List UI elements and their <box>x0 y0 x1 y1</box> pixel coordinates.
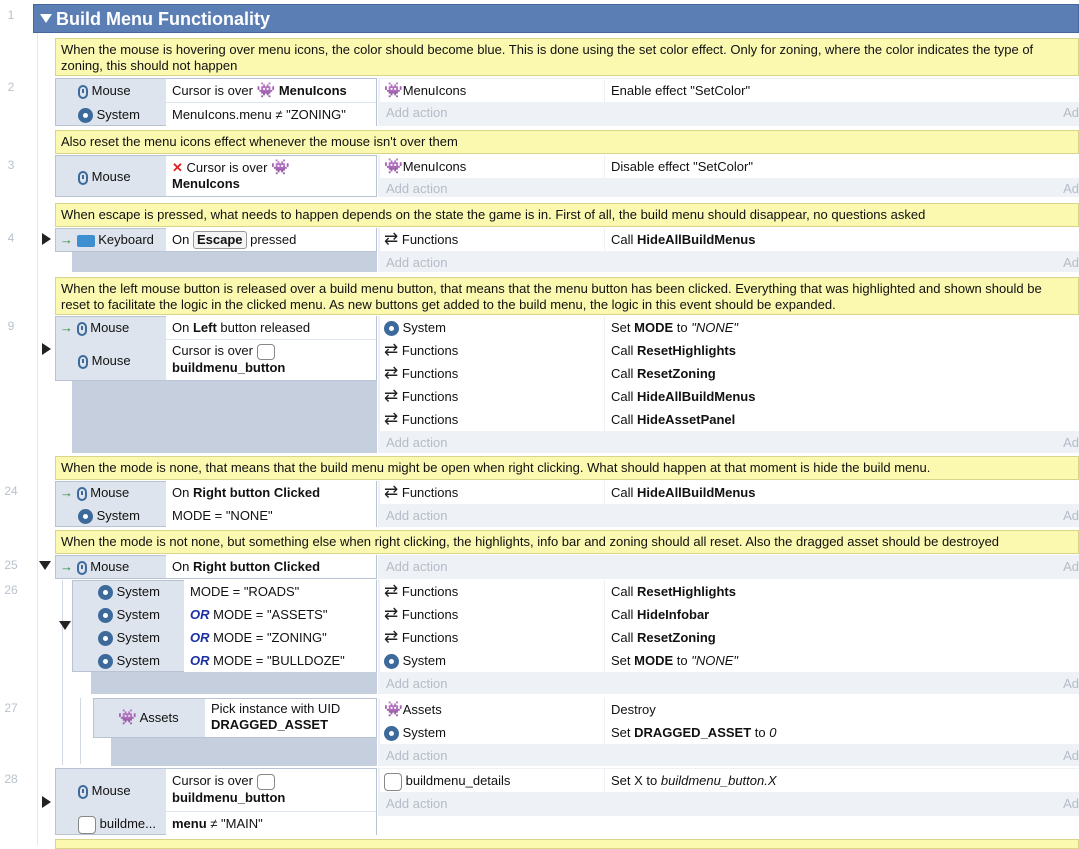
line-number: 27 <box>4 701 18 715</box>
function-name: HideAllBuildMenus <box>637 232 756 247</box>
condition-text: Cursor is over <box>186 160 272 175</box>
condition-text: Cursor is over <box>172 343 257 358</box>
trigger-row[interactable] <box>60 228 154 251</box>
function-name: ResetHighlights <box>637 343 736 358</box>
action-object[interactable] <box>380 362 604 385</box>
object-name: MenuIcons <box>402 83 467 98</box>
add-action-link[interactable]: Add action <box>386 748 448 763</box>
action-text: to <box>751 725 770 740</box>
action-row[interactable]: Disable effect "SetColor" <box>605 155 1079 178</box>
space-invader-icon: 👾 <box>384 82 403 99</box>
condition-object[interactable] <box>98 580 160 603</box>
mouse-icon <box>77 322 87 336</box>
variable-name: MODE <box>634 320 674 335</box>
function-name: HideAllBuildMenus <box>637 389 756 404</box>
action-object[interactable] <box>380 769 604 792</box>
action-text: Set <box>611 320 635 335</box>
action-text: to <box>673 653 692 668</box>
object-name: Functions <box>401 412 459 427</box>
space-invader-icon: 👾 <box>384 158 403 175</box>
condition-object-name: MenuIcons <box>278 83 347 98</box>
action-text: Call <box>611 389 638 404</box>
trigger-arrow-icon: → <box>60 485 73 500</box>
function-name: HideInfobar <box>637 607 710 622</box>
action-object[interactable] <box>380 698 604 721</box>
condition-value: DRAGGED_ASSET <box>211 717 329 732</box>
object-name: Functions <box>401 389 459 404</box>
action-object[interactable] <box>380 79 604 102</box>
group-title: Build Menu Functionality <box>56 9 270 29</box>
condition-row[interactable]: MODE = "NONE" <box>166 504 376 527</box>
functions-icon: ⇄ <box>384 409 399 428</box>
condition-object[interactable] <box>78 779 131 802</box>
action-object[interactable] <box>380 339 604 362</box>
condition-text: Pick instance with UID <box>211 701 341 716</box>
action-row[interactable] <box>605 385 1079 408</box>
functions-icon: ⇄ <box>384 386 399 405</box>
condition-keyword: Right <box>192 485 227 500</box>
action-row[interactable]: Enable effect "SetColor" <box>605 79 1079 102</box>
group-guide-line <box>37 33 38 845</box>
comment-partial <box>55 839 1079 849</box>
action-block <box>378 555 1079 579</box>
add-action-link[interactable]: Add action <box>386 559 448 574</box>
line-number: 28 <box>4 772 18 786</box>
functions-icon: ⇄ <box>384 627 399 646</box>
condition-row[interactable] <box>166 769 376 811</box>
object-name: System <box>402 653 446 668</box>
gear-icon <box>78 509 93 524</box>
condition-text: On <box>172 320 193 335</box>
value-text: 0 <box>769 725 777 740</box>
action-object[interactable] <box>380 481 604 504</box>
event-empty-area <box>72 381 377 453</box>
action-row[interactable] <box>605 649 1079 672</box>
expand-triangle-icon[interactable] <box>42 233 51 245</box>
expand-triangle-icon[interactable] <box>42 343 51 355</box>
functions-icon: ⇄ <box>384 482 399 501</box>
condition-row[interactable] <box>205 699 376 737</box>
functions-icon: ⇄ <box>384 604 399 623</box>
action-row[interactable] <box>605 362 1079 385</box>
value-text: "NONE" <box>691 320 738 335</box>
condition-object[interactable] <box>98 649 160 672</box>
invert-x-icon: ✕ <box>172 160 183 175</box>
add-action-link[interactable]: Add action <box>386 676 448 691</box>
functions-icon: ⇄ <box>384 340 399 359</box>
event-empty-area <box>111 738 377 766</box>
condition-text: On <box>172 559 193 574</box>
action-text: Set <box>611 725 635 740</box>
add-action-right[interactable]: Ad <box>1063 255 1079 270</box>
variable-name: MODE <box>634 653 674 668</box>
mouse-icon <box>78 355 88 369</box>
object-name: Functions <box>401 607 459 622</box>
condition-text: On <box>172 232 193 247</box>
subevent-guide-line <box>80 698 81 764</box>
comment: When the mouse is hovering over menu icons, the color should become blue. This is done using the set color effect. Only for zoning, where the color indicates the type of zoning, this should not happen <box>55 38 1079 76</box>
space-invader-icon: 👾 <box>384 701 403 718</box>
object-name: Functions <box>401 485 459 500</box>
action-row[interactable] <box>605 603 1079 626</box>
object-name: System <box>402 725 446 740</box>
action-text: to <box>673 320 692 335</box>
action-text: Call <box>611 485 638 500</box>
gear-icon <box>98 585 113 600</box>
function-name: ResetHighlights <box>637 584 736 599</box>
condition-text: MODE = "ZONING" <box>213 630 327 645</box>
condition-object-name: buildmenu_button <box>172 789 286 805</box>
line-number: 24 <box>4 484 18 498</box>
object-name: Functions <box>401 232 459 247</box>
condition-object[interactable] <box>78 812 156 835</box>
object-name: Functions <box>401 343 459 358</box>
or-keyword: OR <box>190 653 210 668</box>
condition-row[interactable] <box>184 603 376 626</box>
expand-triangle-icon[interactable] <box>42 796 51 808</box>
action-row[interactable] <box>605 580 1079 603</box>
trigger-row[interactable] <box>60 316 129 339</box>
action-row[interactable] <box>605 769 1079 792</box>
add-action-link[interactable]: Add action <box>386 181 448 196</box>
event-group-header[interactable] <box>33 4 1079 33</box>
subevent-guide-line <box>62 580 63 765</box>
event-empty-area <box>91 672 377 694</box>
condition-object[interactable] <box>78 103 140 126</box>
condition-row[interactable] <box>166 481 376 504</box>
action-text: Call <box>611 584 638 599</box>
object-name: System <box>116 584 160 599</box>
condition-object[interactable] <box>78 349 131 372</box>
action-object[interactable] <box>380 385 604 408</box>
keyboard-icon <box>77 235 95 247</box>
condition-row[interactable]: MODE = "ROADS" <box>184 580 376 603</box>
condition-row[interactable] <box>166 555 376 578</box>
condition-object[interactable] <box>118 706 179 729</box>
or-keyword: OR <box>190 607 210 622</box>
action-text: Call <box>611 343 638 358</box>
sprite-thumbnail-icon <box>78 816 96 834</box>
object-name: System <box>116 607 160 622</box>
add-action-right[interactable]: Ad <box>1063 796 1079 811</box>
condition-keyword: Left <box>192 320 217 335</box>
comment: Also reset the menu icons effect whenever the mouse isn't over them <box>55 130 1079 154</box>
gear-icon <box>384 654 399 669</box>
variable-name: DRAGGED_ASSET <box>634 725 752 740</box>
gear-icon <box>98 631 113 646</box>
action-row[interactable] <box>605 228 1079 251</box>
action-object[interactable] <box>380 721 604 744</box>
add-action-link[interactable]: Add action <box>386 255 448 270</box>
action-text: Call <box>611 366 638 381</box>
action-row[interactable] <box>605 626 1079 649</box>
collapse-triangle-icon[interactable] <box>39 561 51 570</box>
add-action-link[interactable]: Add action <box>386 105 448 120</box>
gear-icon <box>384 726 399 741</box>
object-name: System <box>402 320 446 335</box>
action-text: Call <box>611 607 638 622</box>
mouse-icon <box>78 85 88 99</box>
function-name: ResetZoning <box>637 366 716 381</box>
condition-object[interactable] <box>98 626 160 649</box>
functions-icon: ⇄ <box>384 581 399 600</box>
gear-icon <box>98 608 113 623</box>
condition-text: MODE = "BULLDOZE" <box>213 653 345 668</box>
object-name: System <box>116 653 160 668</box>
comment: When the mode is none, that means that the build menu might be open when right clicking. What should happen at that moment is hide the build menu. <box>55 456 1079 480</box>
object-name: Assets <box>139 710 179 725</box>
object-name: Functions <box>401 584 459 599</box>
functions-icon: ⇄ <box>384 229 399 248</box>
condition-row[interactable] <box>166 79 376 102</box>
object-name: Functions <box>401 630 459 645</box>
condition-row[interactable]: MenuIcons.menu ≠ "ZONING" <box>166 103 376 126</box>
add-action-right[interactable]: Ad <box>1063 559 1079 574</box>
action-object[interactable] <box>380 408 604 431</box>
mouse-icon <box>78 171 88 185</box>
mouse-icon <box>78 785 88 799</box>
action-object[interactable] <box>380 316 604 339</box>
functions-icon: ⇄ <box>384 363 399 382</box>
sprite-thumbnail-icon <box>384 773 402 791</box>
sprite-thumbnail-icon <box>257 774 275 790</box>
action-text: Set <box>611 653 635 668</box>
action-row[interactable] <box>605 316 1079 339</box>
action-row[interactable] <box>605 408 1079 431</box>
condition-text: Cursor is over <box>172 83 257 98</box>
action-object[interactable] <box>380 580 604 603</box>
condition-row[interactable] <box>184 626 376 649</box>
object-name: System <box>116 630 160 645</box>
collapse-triangle-icon[interactable] <box>59 621 71 630</box>
object-name: Functions <box>401 366 459 381</box>
function-name: HideAssetPanel <box>637 412 736 427</box>
add-action-link[interactable]: Add action <box>386 435 448 450</box>
gear-icon <box>384 321 399 336</box>
or-keyword: OR <box>190 630 210 645</box>
variable-name: menu <box>172 816 207 831</box>
add-action-right[interactable]: Ad <box>1063 105 1079 120</box>
object-name: buildme... <box>99 816 156 831</box>
trigger-row[interactable] <box>60 555 129 578</box>
condition-text: MODE = "ASSETS" <box>213 607 328 622</box>
line-number: 1 <box>7 8 15 22</box>
condition-keyword: Right <box>192 559 227 574</box>
line-number: 4 <box>7 231 15 245</box>
action-object[interactable] <box>380 228 604 251</box>
action-object[interactable] <box>380 603 604 626</box>
line-number: 25 <box>4 558 18 572</box>
object-name: MenuIcons <box>402 159 467 174</box>
line-number: 2 <box>7 80 15 94</box>
condition-text: pressed <box>246 232 297 247</box>
object-name: buildmenu_details <box>405 773 511 788</box>
space-invader-icon: 👾 <box>271 159 290 176</box>
condition-text: ≠ "MAIN" <box>206 816 263 831</box>
object-name: System <box>96 508 140 523</box>
comment: When the left mouse button is released over a build menu button, that means that the menu button has been clicked. Everything that was highlighted and shown should be reset to facilitate the logic in the clicked menu. As new buttons get added to the build menu, the logic in this event should be expanded. <box>55 277 1079 315</box>
value-text: "NONE" <box>691 653 738 668</box>
condition-row[interactable] <box>166 228 376 251</box>
mouse-icon <box>77 487 87 501</box>
trigger-row[interactable] <box>60 481 129 504</box>
add-action-right[interactable]: Ad <box>1063 435 1079 450</box>
event-empty-area <box>72 252 377 272</box>
object-name: Mouse <box>91 353 131 368</box>
collapse-triangle-icon[interactable] <box>40 14 52 23</box>
condition-object-name: buildmenu_button <box>172 359 286 375</box>
object-name: Mouse <box>90 485 130 500</box>
add-action-link[interactable]: Add action <box>386 796 448 811</box>
object-name: Mouse <box>91 169 131 184</box>
sprite-thumbnail-icon <box>257 344 275 360</box>
object-name: Mouse <box>90 559 130 574</box>
condition-row[interactable] <box>166 812 376 835</box>
action-text: Set X to <box>611 773 661 788</box>
action-text: Call <box>611 630 638 645</box>
action-row[interactable] <box>605 339 1079 362</box>
line-number: 26 <box>4 583 18 597</box>
action-object[interactable] <box>380 649 604 672</box>
object-name: Mouse <box>90 320 130 335</box>
action-text: Call <box>611 232 638 247</box>
condition-row[interactable] <box>166 156 376 196</box>
condition-object[interactable] <box>78 504 140 527</box>
gear-icon <box>98 654 113 669</box>
action-row[interactable] <box>605 481 1079 504</box>
add-action-link[interactable]: Add action <box>386 508 448 523</box>
gear-icon <box>78 108 93 123</box>
space-invader-icon: 👾 <box>256 82 276 99</box>
condition-object[interactable] <box>78 165 131 188</box>
trigger-arrow-icon: → <box>60 320 73 335</box>
comment: When the mode is not none, but something else when right clicking, the highlights, info bar and zoning should all reset. Also the dragged asset should be destroyed <box>55 530 1079 554</box>
object-name: Keyboard <box>98 232 154 247</box>
action-row[interactable]: Destroy <box>605 698 1079 721</box>
condition-row[interactable] <box>184 649 376 672</box>
action-object[interactable] <box>380 155 604 178</box>
condition-text: button released <box>216 320 311 335</box>
object-name: Mouse <box>91 783 131 798</box>
trigger-arrow-icon: → <box>60 232 73 247</box>
line-number: 9 <box>7 319 15 333</box>
condition-object[interactable] <box>78 79 131 102</box>
space-invader-icon: 👾 <box>118 709 137 726</box>
condition-object-name: MenuIcons <box>172 176 240 191</box>
condition-text: On <box>172 485 193 500</box>
add-action-right[interactable]: Ad <box>1063 508 1079 523</box>
add-action-right[interactable]: Ad <box>1063 181 1079 196</box>
condition-row[interactable] <box>166 340 376 380</box>
key-badge: Escape <box>193 231 247 249</box>
action-text: Call <box>611 412 638 427</box>
condition-text: button Clicked <box>226 485 321 500</box>
function-name: ResetZoning <box>637 630 716 645</box>
add-action-right[interactable]: Ad <box>1063 676 1079 691</box>
object-name: System <box>96 107 140 122</box>
condition-row[interactable] <box>166 316 376 339</box>
value-text: buildmenu_button.X <box>660 773 777 788</box>
trigger-arrow-icon: → <box>60 559 73 574</box>
condition-text: Cursor is over <box>172 773 257 788</box>
add-action-right[interactable]: Ad <box>1063 748 1079 763</box>
condition-object[interactable] <box>98 603 160 626</box>
comment: When escape is pressed, what needs to happen depends on the state the game is in. First of all, the build menu should disappear, no questions asked <box>55 203 1079 227</box>
condition-text: button Clicked <box>226 559 321 574</box>
line-number: 3 <box>7 158 15 172</box>
object-name: Assets <box>402 702 442 717</box>
action-object[interactable] <box>380 626 604 649</box>
action-row[interactable] <box>605 721 1079 744</box>
object-name: Mouse <box>91 83 131 98</box>
function-name: HideAllBuildMenus <box>637 485 756 500</box>
mouse-icon <box>77 561 87 575</box>
